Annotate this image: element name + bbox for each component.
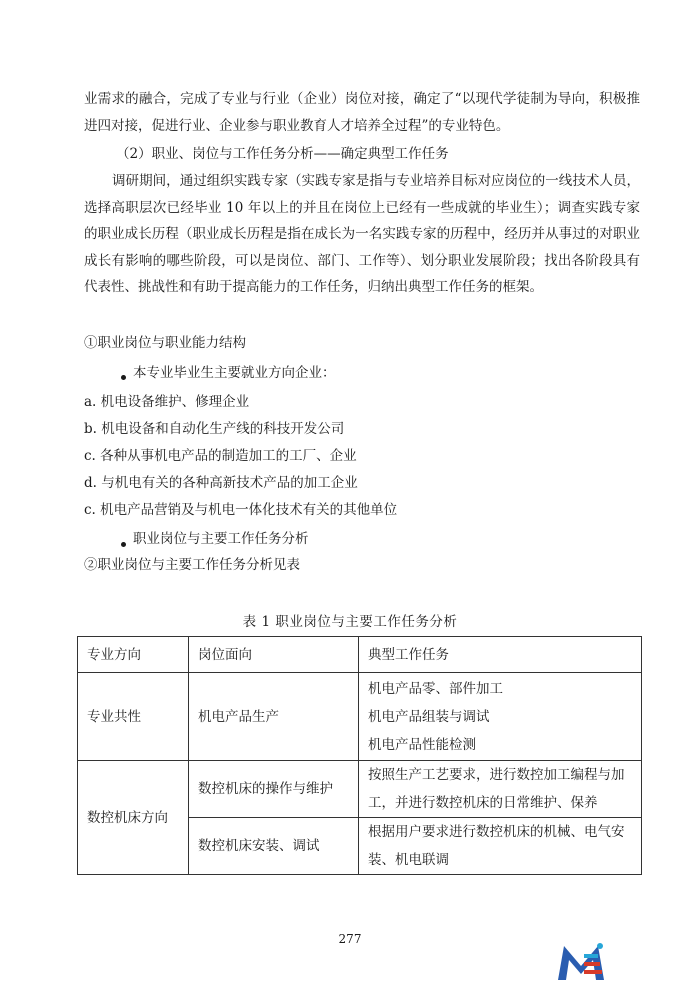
task-line: 机电产品零、部件加工 [368, 680, 503, 697]
table-cell-direction: 专业共性 [78, 673, 189, 761]
bullet-dot-icon [121, 542, 126, 547]
section-heading-job-analysis: （2）职业、岗位与工作任务分析——确定典型工作任务 [116, 146, 449, 162]
table-row [78, 673, 642, 761]
section-heading-table-intro: ②职业岗位与主要工作任务分析见表 [84, 557, 300, 573]
table-caption: 表 1 职业岗位与主要工作任务分析 [242, 614, 458, 630]
table-row [78, 761, 642, 818]
table-cell-position: 机电产品生产 [189, 673, 359, 761]
task-line: 机电产品组装与调试 [368, 708, 490, 725]
list-item: b. 机电设备和自动化生产线的科技开发公司 [84, 421, 345, 437]
task-line: 按照生产工艺要求，进行数控加工编程与加 [368, 767, 625, 783]
header-cell: 岗位面向 [189, 637, 359, 673]
list-item: c. 各种从事机电产品的制造加工的工厂、企业 [84, 448, 357, 464]
table-header-row [78, 637, 642, 673]
table-cell-tasks [359, 818, 642, 875]
page-number: 277 [338, 932, 362, 946]
paragraph-research-method: 调研期间，通过组织实践专家（实践专家是指与专业培养目标对应岗位的一线技术人员，选择高职层次已经毕业 10 年以上的并且在岗位上已经有一些成就的毕业生）；调查实践专家的职业成长历程（职业成长历程是指在成长为一名实践专家的历程中，经历并从事过的对职业成长有影响的哪些阶段，可以是岗位、部门、工作等）、划分职业发展阶段；找出各阶段具有代表性、挑战性和有助于提高能力的工作任务，归纳出典型工作任务的框架。 [84, 173, 640, 295]
list-item: d. 与机电有关的各种高新技术产品的加工企业 [84, 475, 358, 491]
table-cell-position: 数控机床的操作与维护 [189, 761, 359, 818]
task-line: 工，并进行数控机床的日常维护、保养 [368, 795, 598, 811]
list-item: a. 机电设备维护、修理企业 [84, 394, 250, 410]
table-cell-tasks [359, 761, 642, 818]
job-task-table [77, 636, 642, 875]
paragraph-specialty-features: 业需求的融合，完成了专业与行业（企业）岗位对接，确定了“以现代学徒制为导向，积极推进四对接，促进行业、企业参与职业教育人才培养全过程”的专业特色。 [84, 91, 640, 134]
task-line: 机电产品性能检测 [368, 736, 476, 753]
header-cell: 典型工作任务 [359, 637, 642, 673]
task-line: 根据用户要求进行数控机床的机械、电气安 [368, 824, 625, 840]
table-cell-position: 数控机床安装、调试 [189, 818, 359, 875]
bullet-employment-direction: 本专业毕业生主要就业方向企业： [133, 365, 336, 381]
table-cell-tasks [359, 673, 642, 761]
bullet-job-task-analysis: 职业岗位与主要工作任务分析 [133, 531, 309, 547]
table-cell-direction: 数控机床方向 [78, 761, 189, 875]
task-line: 装、机电联调 [368, 852, 449, 868]
bullet-dot-icon [121, 375, 126, 380]
list-item: c. 机电产品营销及与机电一体化技术有关的其他单位 [84, 502, 398, 518]
section-heading-career-structure: ①职业岗位与职业能力结构 [84, 335, 246, 351]
header-cell: 专业方向 [78, 637, 189, 673]
publisher-logo-icon [556, 940, 606, 982]
